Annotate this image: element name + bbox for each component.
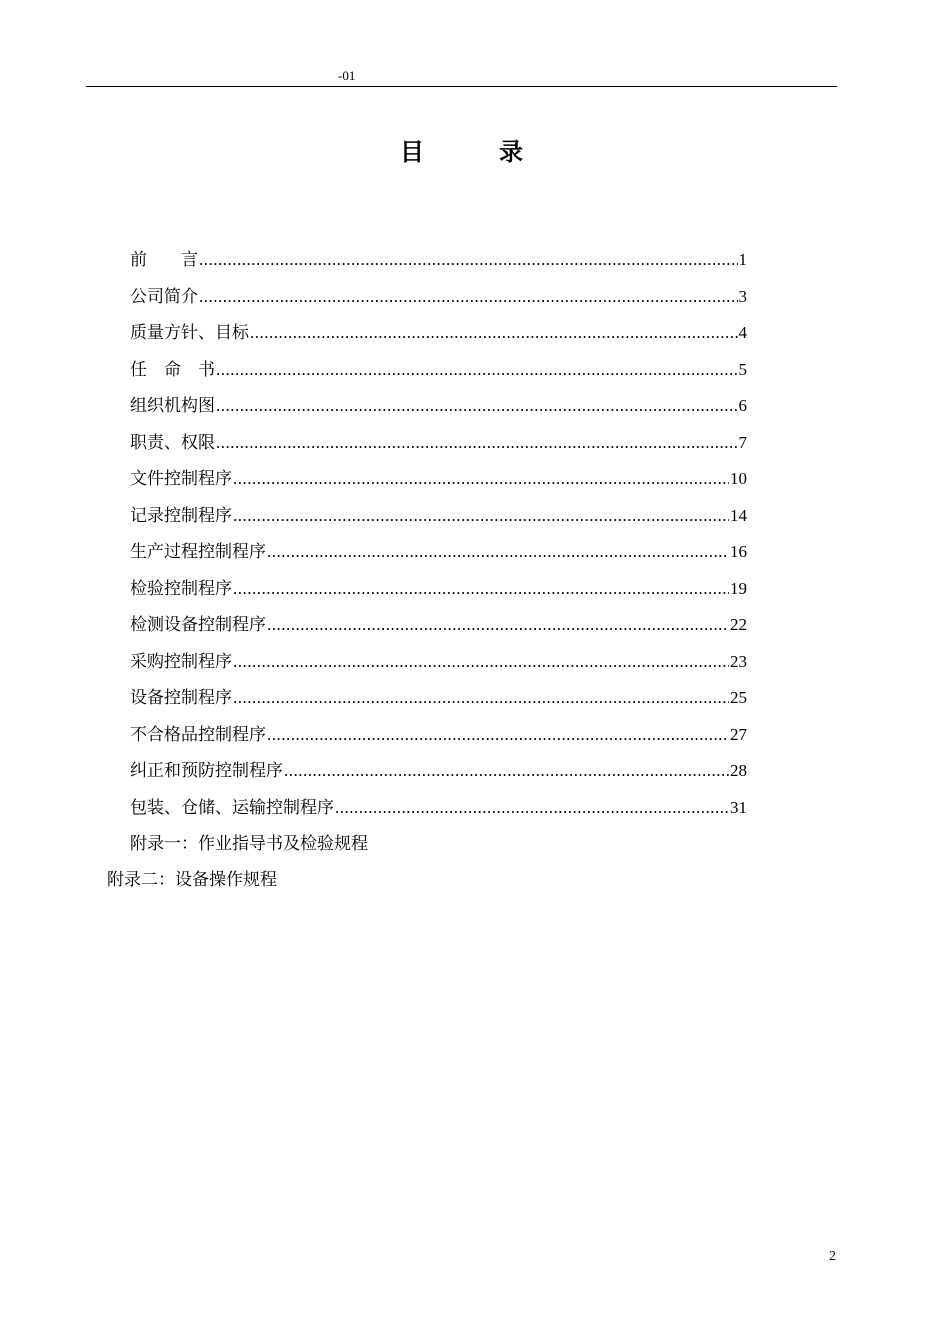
header-document-code: -01 xyxy=(338,68,356,83)
toc-entry-page: 3 xyxy=(738,286,747,306)
toc-entry-page: 27 xyxy=(730,724,747,744)
toc-dot-leader xyxy=(233,645,729,678)
toc-dot-leader xyxy=(284,754,729,787)
toc-entry-page: 23 xyxy=(730,651,747,671)
toc-dot-leader xyxy=(267,535,729,568)
toc-appendix-1[interactable]: 附录一：作业指导书及检验规程 xyxy=(130,834,368,854)
toc-entry-page: 6 xyxy=(738,396,747,415)
toc-entry-label: 不合格品控制程序 xyxy=(130,724,266,745)
toc-entry-label: 组织机构图 xyxy=(130,396,215,416)
toc-entry-label: 任 命 书 xyxy=(130,359,215,380)
toc-entry[interactable] xyxy=(130,572,747,609)
toc-entry-page: 28 xyxy=(730,761,747,780)
toc-entry[interactable] xyxy=(130,280,747,317)
toc-entry-label: 生产过程控制程序 xyxy=(130,542,266,562)
toc-dot-leader xyxy=(267,608,729,641)
table-of-contents xyxy=(130,243,747,827)
toc-entry-label: 包装、仓储、运输控制程序 xyxy=(130,797,334,818)
toc-entry[interactable] xyxy=(130,645,747,682)
toc-entry-label: 文件控制程序 xyxy=(130,469,232,489)
toc-dot-leader xyxy=(199,280,738,313)
toc-dot-leader xyxy=(267,718,729,751)
toc-entry[interactable] xyxy=(130,462,747,499)
toc-entry-label: 设备控制程序 xyxy=(130,688,232,708)
toc-entry-label: 职责、权限 xyxy=(130,432,215,453)
header-divider xyxy=(86,86,837,87)
toc-dot-leader xyxy=(250,316,738,349)
toc-entry-page: 22 xyxy=(730,615,747,634)
toc-dot-leader xyxy=(199,243,738,276)
toc-entry[interactable] xyxy=(130,608,747,645)
toc-entry[interactable] xyxy=(130,499,747,536)
toc-entry[interactable] xyxy=(130,243,747,280)
toc-dot-leader xyxy=(216,353,738,386)
toc-entry-page: 16 xyxy=(730,542,747,561)
toc-entry-label: 记录控制程序 xyxy=(130,505,232,526)
toc-entry-page: 19 xyxy=(730,578,747,598)
toc-dot-leader xyxy=(216,426,738,459)
toc-entry-label: 纠正和预防控制程序 xyxy=(130,761,283,781)
toc-entry[interactable] xyxy=(130,718,747,755)
page-title xyxy=(400,135,530,169)
toc-entry[interactable] xyxy=(130,535,747,572)
toc-entry-label: 前 言 xyxy=(130,250,198,270)
toc-entry[interactable] xyxy=(130,754,747,791)
toc-entry-page: 25 xyxy=(730,688,747,707)
toc-entry[interactable] xyxy=(130,389,747,426)
toc-entry-page: 31 xyxy=(730,797,747,817)
toc-entry-page: 1 xyxy=(738,250,747,269)
toc-entry-page: 14 xyxy=(730,505,747,525)
toc-dot-leader xyxy=(233,681,729,714)
toc-entry-label: 采购控制程序 xyxy=(130,651,232,672)
toc-entry-label: 质量方针、目标 xyxy=(130,323,249,343)
page-title-char-1: 目 xyxy=(400,138,424,166)
toc-dot-leader xyxy=(216,389,738,422)
toc-entry-label: 检测设备控制程序 xyxy=(130,615,266,635)
footer-page-number: 2 xyxy=(829,1249,836,1264)
toc-entry-label: 检验控制程序 xyxy=(130,578,232,599)
toc-entry-page: 4 xyxy=(738,323,747,342)
toc-dot-leader xyxy=(233,462,729,495)
toc-appendix-2[interactable]: 附录二：设备操作规程 xyxy=(107,870,277,890)
toc-entry[interactable] xyxy=(130,316,747,353)
toc-entry[interactable] xyxy=(130,681,747,718)
toc-dot-leader xyxy=(233,572,729,605)
toc-entry-page: 5 xyxy=(738,359,747,379)
toc-dot-leader xyxy=(233,499,729,532)
toc-entry-page: 10 xyxy=(730,469,747,488)
toc-entry-page: 7 xyxy=(738,432,747,452)
toc-entry[interactable] xyxy=(130,353,747,390)
toc-entry[interactable] xyxy=(130,426,747,463)
toc-entry-label: 公司简介 xyxy=(130,286,198,307)
toc-entry[interactable] xyxy=(130,791,747,828)
page-title-char-2: 录 xyxy=(499,138,523,166)
toc-dot-leader xyxy=(335,791,729,824)
